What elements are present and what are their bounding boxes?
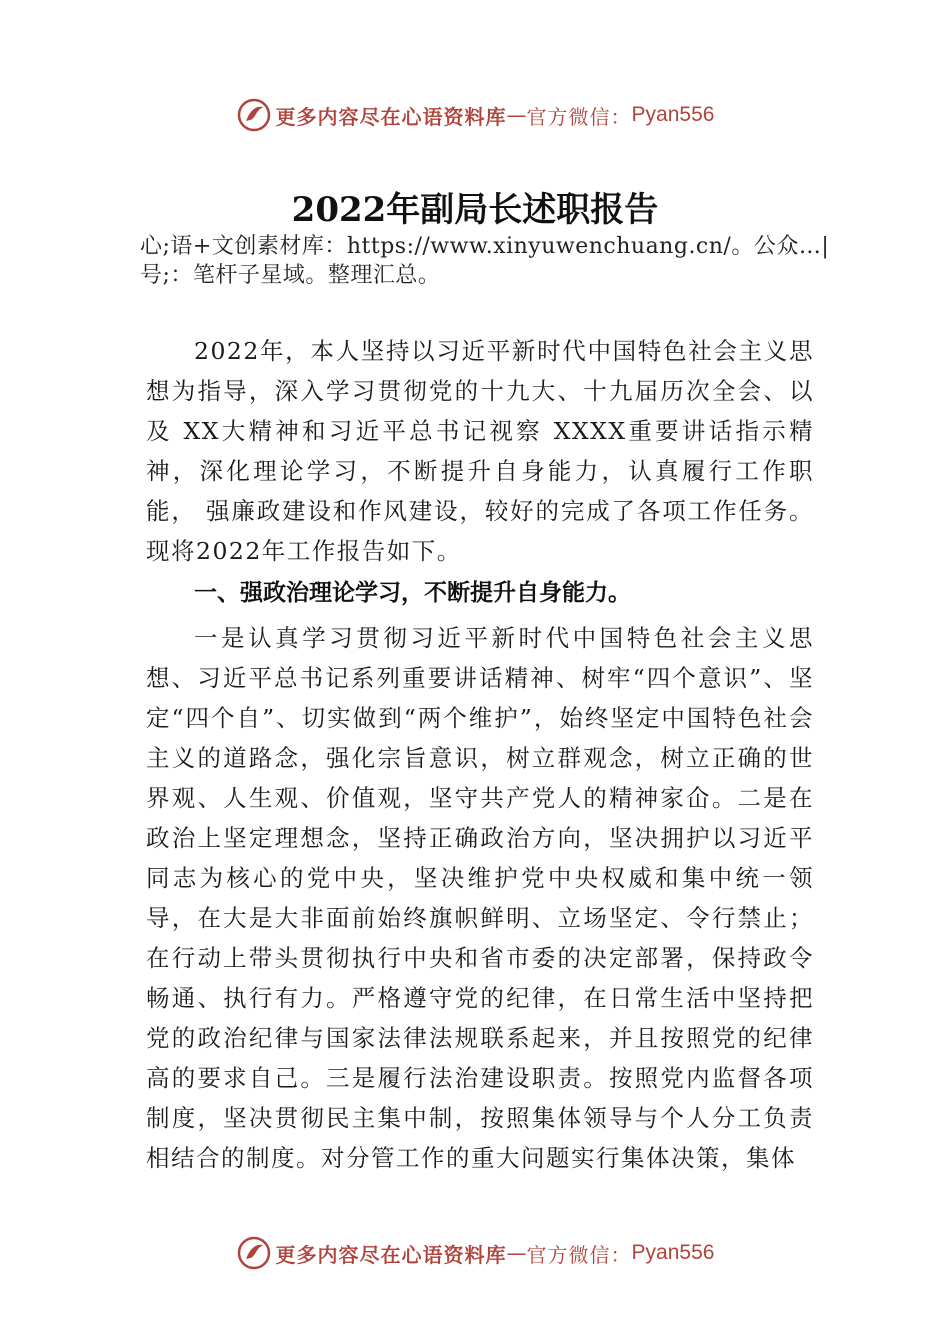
footer-banner — [0, 1231, 950, 1275]
source-note: 心;语+文创素材库：https://www.xinyuwenchuang.cn/。公众…|号;：笔杆子星域。整理汇总。 — [140, 234, 830, 288]
banner-wechat-id: Pyan556 — [631, 1241, 715, 1264]
banner-brand-text: 更多内容尽在心语资料库 — [275, 104, 507, 129]
section-heading: 一、强政治理论学习，不断提升自身能力。 — [194, 580, 631, 606]
banner-wechat-label: 官方微信： — [526, 104, 632, 129]
banner-wechat-id: Pyan556 — [631, 103, 715, 126]
document-title: 2022年副局长述职报告 — [291, 190, 659, 230]
brand-logo-icon — [236, 97, 272, 133]
banner-brand-text: 更多内容尽在心语资料库 — [275, 1242, 507, 1267]
section-paragraph: 一是认真学习贯彻习近平新时代中国特色社会主义思想、习近平总书记系列重要讲话精神、树牢“四个意识”、坚定“四个自”、切实做到“两个维护”，始终坚定中国特色社会主义的道路念，强化宗旨意识，树立群观念，树立正确的世界观、人生观、价值观，坚守共产党人的精神家仚。二是在政治上坚定理想念，坚持正确政治方向，坚决拥护以习近平同志为核心的党中央，坚决维护党中央权威和集中统一领导，在大是大非面前始终旗帜鲜明、立场坚定、令行禁止； 在行动上带头贯彻执行中央和省市委的决定部署，保持政令畅通、执行有力。严格遵守党的纪律，在日常生活中坚持把党的政治纪律与国家法律法规联系起来，并且按照党的纪律高的要求自己。三是履行法治建设职责。按照党内监督各项制度，坚决贯彻民主集中制，按照集体领导与个人分工负责相结合的制度。对分管工作的重大问题实行集体决策，集体 — [146, 624, 814, 1172]
banner-wechat-label: 官方微信： — [526, 1242, 632, 1267]
banner-separator: — — [506, 103, 527, 127]
banner-separator: — — [506, 1241, 527, 1265]
header-banner — [0, 93, 950, 137]
brand-logo-icon — [236, 1235, 272, 1271]
intro-paragraph: 2022年，本人坚持以习近平新时代中国特色社会主义思想为指导，深入学习贯彻党的十九大、十九届历次全会、以及 XX大精神和习近平总书记视察 XXXX重要讲话指示精神，深化理论学习，不断提升自身能力，认真履行工作职能， 强廉政建设和作风建设，较好的完成了各项工作任务。现将2022年工作报告如下。 — [146, 337, 814, 565]
